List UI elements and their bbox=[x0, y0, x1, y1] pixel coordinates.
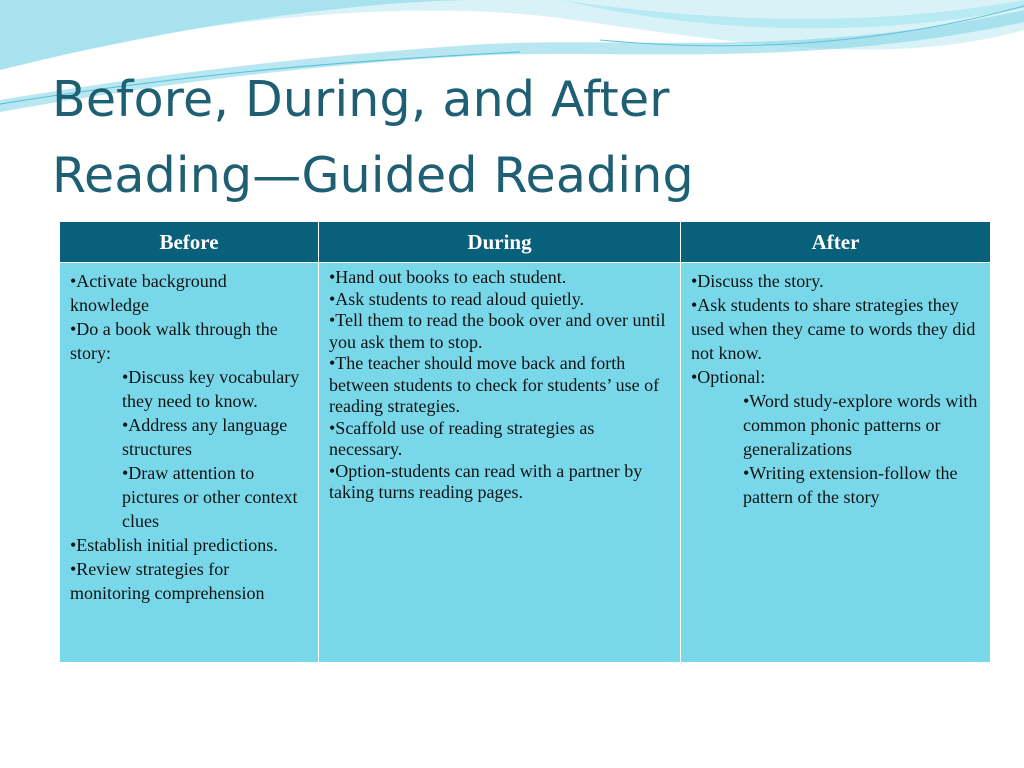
after-item: •Ask students to share strategies they used when they came to words they did not know. bbox=[691, 295, 976, 363]
after-cell bbox=[681, 263, 991, 663]
header-after: After bbox=[681, 222, 991, 263]
after-item: •Optional: bbox=[691, 367, 766, 387]
during-item: •Hand out books to each student. bbox=[329, 267, 567, 287]
after-item: •Discuss the story. bbox=[691, 271, 824, 291]
header-before: Before bbox=[60, 222, 319, 263]
slide-title-line-1: Before, During, and After bbox=[52, 71, 670, 128]
before-subitem: •Draw attention to pictures or other context clues bbox=[122, 463, 298, 531]
before-item: •Review strategies for monitoring comprehension bbox=[70, 559, 265, 603]
before-item: •Establish initial predictions. bbox=[70, 535, 278, 555]
during-item: •Tell them to read the book over and over until you ask them to stop. bbox=[329, 310, 666, 352]
slide-title-line-2: Reading—Guided Reading bbox=[52, 147, 694, 204]
during-item: •The teacher should move back and forth between students to check for students’ use of reading strategies. bbox=[329, 353, 660, 416]
table-body-row bbox=[60, 263, 991, 663]
guided-reading-table bbox=[59, 221, 991, 663]
slide-title bbox=[52, 62, 952, 214]
table-header-row bbox=[60, 222, 991, 263]
during-cell bbox=[319, 263, 681, 663]
before-cell bbox=[60, 263, 319, 663]
after-subitem: •Writing extension-follow the pattern of the story bbox=[743, 463, 958, 507]
before-item: •Activate background knowledge bbox=[70, 271, 227, 315]
before-subitem: •Address any language structures bbox=[122, 415, 288, 459]
after-subitem: •Word study-explore words with common phonic patterns or generalizations bbox=[743, 391, 978, 459]
during-item: •Option-students can read with a partner by taking turns reading pages. bbox=[329, 460, 643, 502]
header-during: During bbox=[319, 222, 681, 263]
during-item: •Ask students to read aloud quietly. bbox=[329, 288, 585, 309]
before-subitem: •Discuss key vocabulary they need to know. bbox=[122, 367, 300, 411]
during-item: •Scaffold use of reading strategies as necessary. bbox=[329, 417, 595, 459]
before-item: •Do a book walk through the story: bbox=[70, 319, 278, 363]
